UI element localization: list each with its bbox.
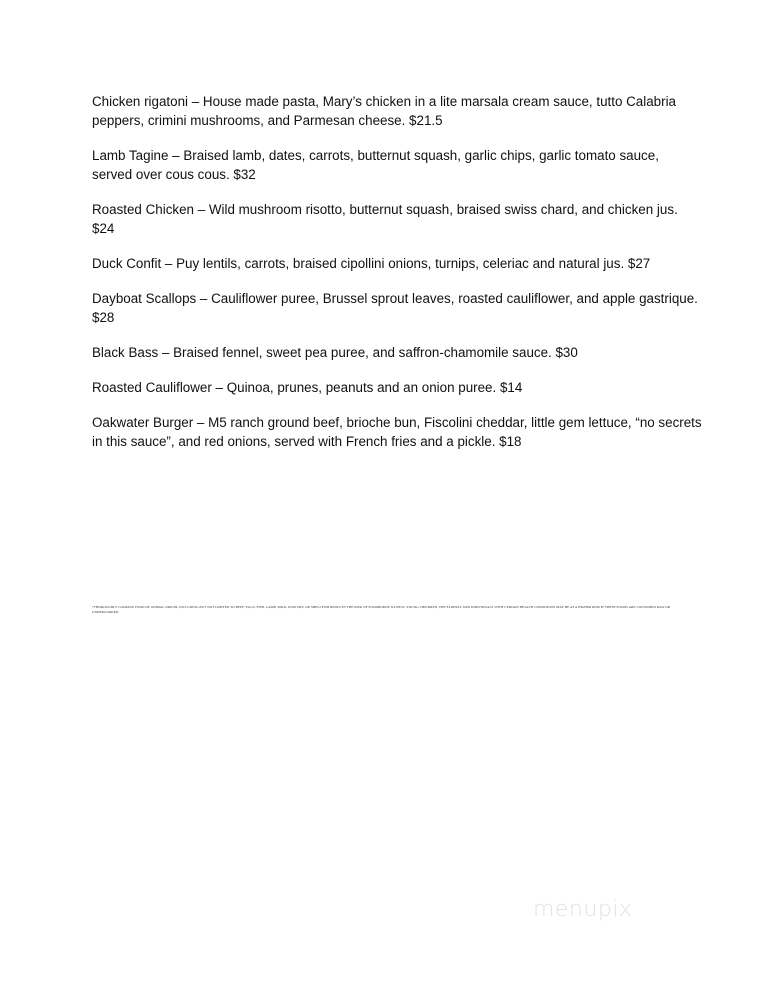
menu-item-roasted-cauliflower: Roasted Cauliflower – Quinoa, prunes, peanuts and an onion puree. $14 (92, 380, 523, 395)
food-safety-disclaimer: *THOROUGHLY COOKING FOOD OF ANIMAL ORIGIN, INCLUDING BUT NOT LIMITED TO BEEF, EGGS, FISH, LAMB, MILK, POULTRY, OR SHELLFISH REDUCES THE RISK OF FOODBORNE ILLNESS. YOUNG CHILDREN, THE ELDERLY AND INDIVIDUALS WITH CERTAIN HEALTH CONDITIONS MAY BE AT A HIGHER RISK IF THESE FOODS ARE CONSUMED RAW OR UNDERCOOKED (92, 605, 671, 614)
menu-item-black-bass: Black Bass – Braised fennel, sweet pea puree, and saffron-chamomile sauce. $30 (92, 345, 578, 360)
menu-item-oakwater-burger: Oakwater Burger – M5 ranch ground beef, brioche bun, Fiscolini cheddar, little gem lettuce, “no secrets in this sauce”, and red onions, served with French fries and a pickle. $18 (92, 415, 702, 449)
menu-item-chicken-rigatoni: Chicken rigatoni – House made pasta, Mary’s chicken in a lite marsala cream sauce, tutto Calabria peppers, crimini mushrooms, and Parmesan cheese. $21.5 (92, 94, 677, 128)
menu-item-roasted-chicken: Roasted Chicken – Wild mushroom risotto, butternut squash, braised swiss chard, and chicken jus. $24 (92, 202, 678, 236)
menupix-watermark: menupix (533, 897, 633, 922)
menu-item-duck-confit: Duck Confit – Puy lentils, carrots, braised cipollini onions, turnips, celeriac and natural jus. $27 (92, 256, 651, 271)
menu-item-lamb-tagine: Lamb Tagine – Braised lamb, dates, carrots, butternut squash, garlic chips, garlic tomato sauce, served over cous cous. $32 (92, 148, 659, 182)
menu-list (92, 92, 702, 467)
menu-item-dayboat-scallops: Dayboat Scallops – Cauliflower puree, Brussel sprout leaves, roasted cauliflower, and apple gastrique. $28 (92, 291, 698, 325)
